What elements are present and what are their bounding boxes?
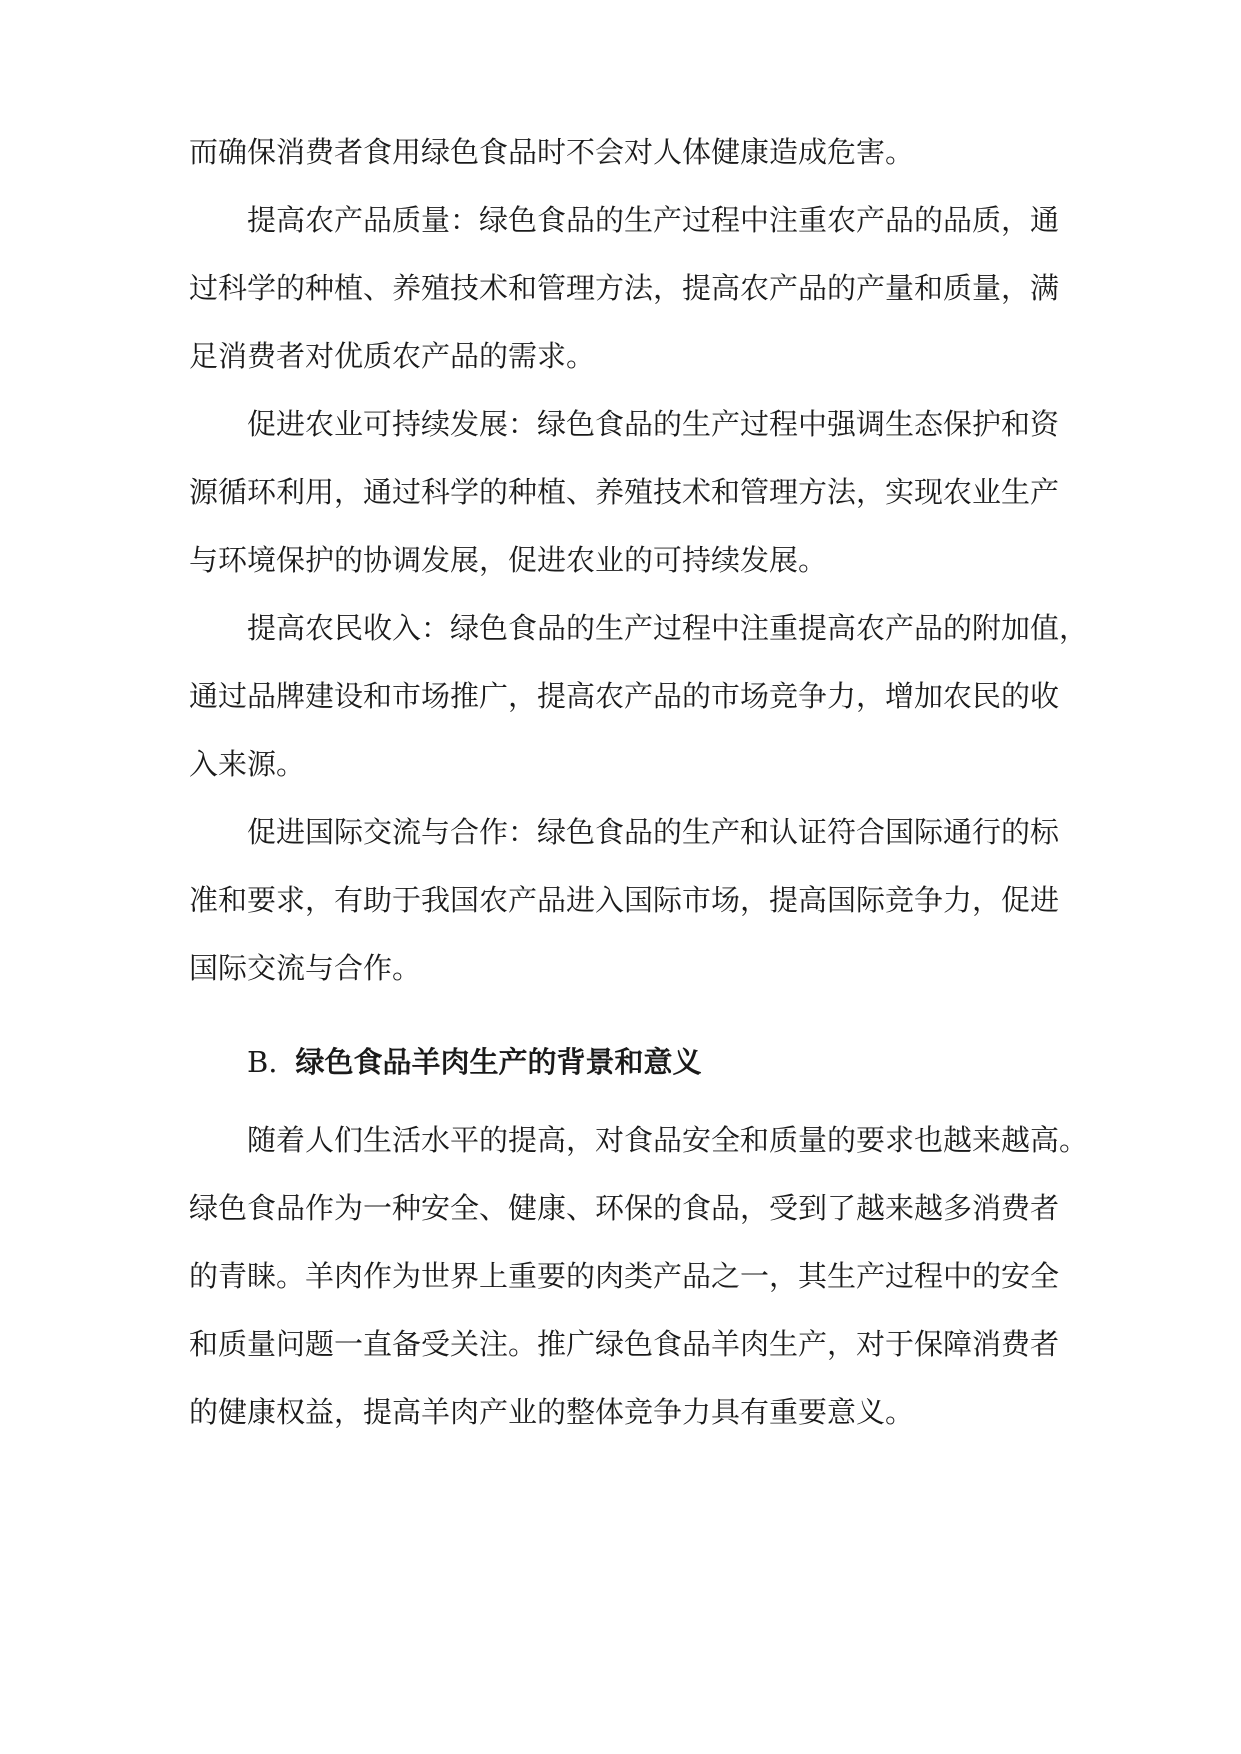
paragraph-line: 国际交流与合作。 [189,951,422,985]
paragraph-line: 源循环利用，通过科学的种植、养殖技术和管理方法，实现农业生产 [189,475,1060,509]
paragraph-line: 提高农民收入：绿色食品的生产过程中注重提高农产品的附加值， [247,611,1089,645]
section-heading [247,1042,702,1082]
paragraph-line: 的健康权益，提高羊肉产业的整体竞争力具有重要意义。 [189,1395,915,1429]
paragraph-line: 促进农业可持续发展：绿色食品的生产过程中强调生态保护和资 [247,407,1060,441]
section-number: B. [247,1045,278,1079]
paragraph-line: 与环境保护的协调发展，促进农业的可持续发展。 [189,543,828,577]
paragraph-line: 而确保消费者食用绿色食品时不会对人体健康造成危害。 [189,135,915,169]
paragraph-line: 准和要求，有助于我国农产品进入国际市场，提高国际竞争力，促进 [189,883,1060,917]
paragraph-line: 足消费者对优质农产品的需求。 [189,339,596,373]
paragraph-line: 入来源。 [189,747,306,781]
paragraph-line: 促进国际交流与合作：绿色食品的生产和认证符合国际通行的标 [247,815,1060,849]
section-title: 绿色食品羊肉生产的背景和意义 [295,1045,702,1079]
paragraph-line: 和质量问题一直备受关注。推广绿色食品羊肉生产，对于保障消费者 [189,1327,1060,1361]
paragraph-line: 过科学的种植、养殖技术和管理方法，提高农产品的产量和质量，满 [189,271,1060,305]
paragraph-line: 提高农产品质量：绿色食品的生产过程中注重农产品的品质，通 [247,203,1060,237]
paragraph-line: 绿色食品作为一种安全、健康、环保的食品，受到了越来越多消费者 [189,1191,1060,1225]
paragraph-line: 通过品牌建设和市场推广，提高农产品的市场竞争力，增加农民的收 [189,679,1060,713]
paragraph-line: 随着人们生活水平的提高，对食品安全和质量的要求也越来越高。 [247,1123,1089,1157]
paragraph-line: 的青睐。羊肉作为世界上重要的肉类产品之一，其生产过程中的安全 [189,1259,1060,1293]
